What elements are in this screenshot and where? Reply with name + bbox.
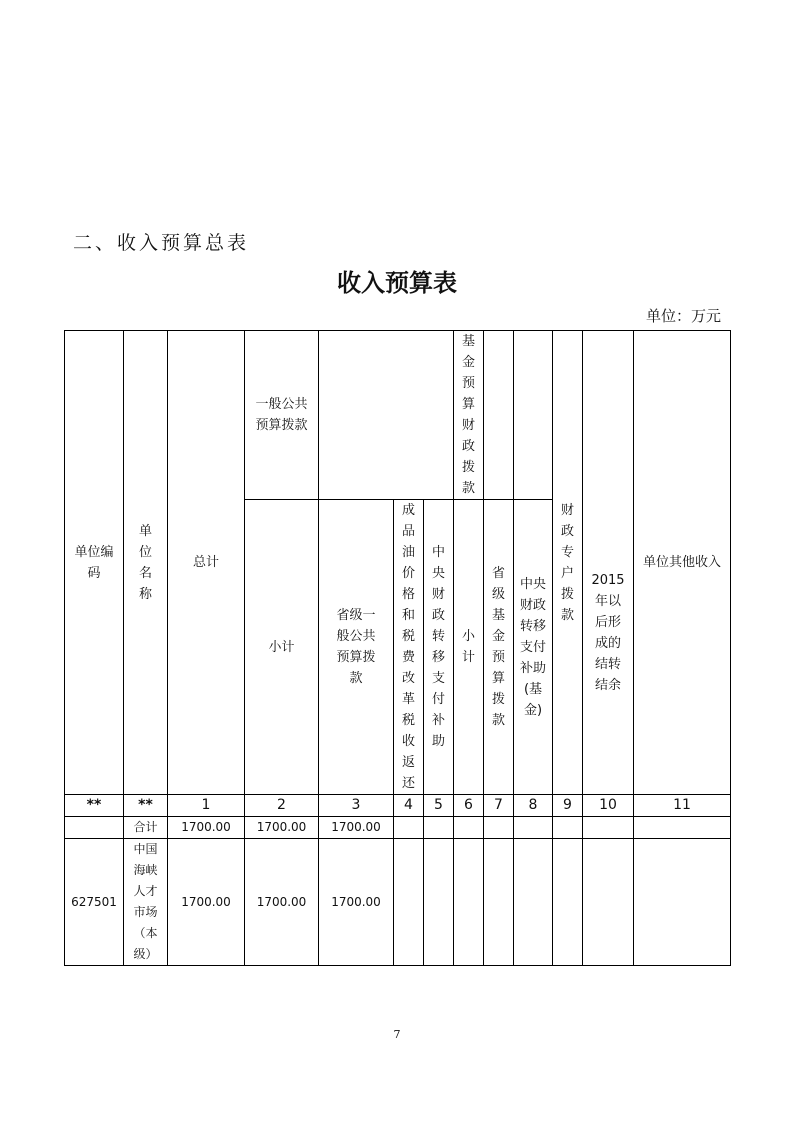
col-number: 6 <box>454 795 484 817</box>
unit-code: 627501 <box>65 839 124 966</box>
header-empty-span <box>319 331 454 500</box>
section-heading: 二、收入预算总表 <box>73 232 250 254</box>
total-subtotal: 1700.00 <box>245 817 319 839</box>
total-amount: 1700.00 <box>168 817 245 839</box>
header-provincial-general: 省级一般公共预算拨款 <box>319 500 394 795</box>
page-number: 7 <box>393 1028 401 1041</box>
header-unit-code: 单位编码 <box>65 331 124 795</box>
empty-cell <box>394 817 424 839</box>
col-number: ** <box>124 795 168 817</box>
header-provincial-fund: 省级基金预算拨款 <box>484 500 514 795</box>
unit-name: 中国海峡人才市场（本级） <box>124 839 168 966</box>
header-row-1 <box>65 331 731 500</box>
total-row <box>65 817 731 839</box>
empty-cell <box>553 839 583 966</box>
empty-cell <box>553 817 583 839</box>
empty-cell <box>454 839 484 966</box>
empty-cell <box>583 839 634 966</box>
empty-cell <box>634 817 731 839</box>
header-general-public: 一般公共预算拨款 <box>245 331 319 500</box>
data-row <box>65 839 731 966</box>
total-name: 合计 <box>124 817 168 839</box>
col-number: 4 <box>394 795 424 817</box>
header-central-transfer-fund: 中央财政转移支付补助(基金) <box>514 500 553 795</box>
income-budget-table <box>64 330 731 966</box>
empty-cell <box>583 817 634 839</box>
empty-cell <box>424 839 454 966</box>
col-number: 3 <box>319 795 394 817</box>
col-number: 7 <box>484 795 514 817</box>
total-code <box>65 817 124 839</box>
row-subtotal: 1700.00 <box>245 839 319 966</box>
header-total: 总计 <box>168 331 245 795</box>
col-number: 9 <box>553 795 583 817</box>
col-number: 1 <box>168 795 245 817</box>
empty-cell <box>484 817 514 839</box>
header-other-income: 单位其他收入 <box>634 331 731 795</box>
unit-label: 单位：万元 <box>645 307 721 325</box>
header-empty-cell <box>514 331 553 500</box>
col-number: 11 <box>634 795 731 817</box>
header-fuel-tax-refund: 成品油价格和税费改革税收返还 <box>394 500 424 795</box>
empty-cell <box>424 817 454 839</box>
col-number: ** <box>65 795 124 817</box>
header-empty-cell <box>484 331 514 500</box>
row-provincial: 1700.00 <box>319 839 394 966</box>
header-fund-subtotal: 小计 <box>454 500 484 795</box>
empty-cell <box>454 817 484 839</box>
empty-cell <box>634 839 731 966</box>
empty-cell <box>394 839 424 966</box>
total-provincial: 1700.00 <box>319 817 394 839</box>
col-number: 10 <box>583 795 634 817</box>
header-unit-name: 单位名称 <box>124 331 168 795</box>
header-subtotal: 小计 <box>245 500 319 795</box>
header-fund-budget: 基金预算财政拨款 <box>454 331 484 500</box>
empty-cell <box>484 839 514 966</box>
col-number: 8 <box>514 795 553 817</box>
header-central-transfer: 中央财政转移支付补助 <box>424 500 454 795</box>
empty-cell <box>514 839 553 966</box>
header-carryover: 2015年以后形成的结转结余 <box>583 331 634 795</box>
col-number: 2 <box>245 795 319 817</box>
col-number: 5 <box>424 795 454 817</box>
empty-cell <box>514 817 553 839</box>
row-total: 1700.00 <box>168 839 245 966</box>
table-title: 收入预算表 <box>337 269 457 297</box>
column-number-row <box>65 795 731 817</box>
header-special-fund: 财政专户拨款 <box>553 331 583 795</box>
